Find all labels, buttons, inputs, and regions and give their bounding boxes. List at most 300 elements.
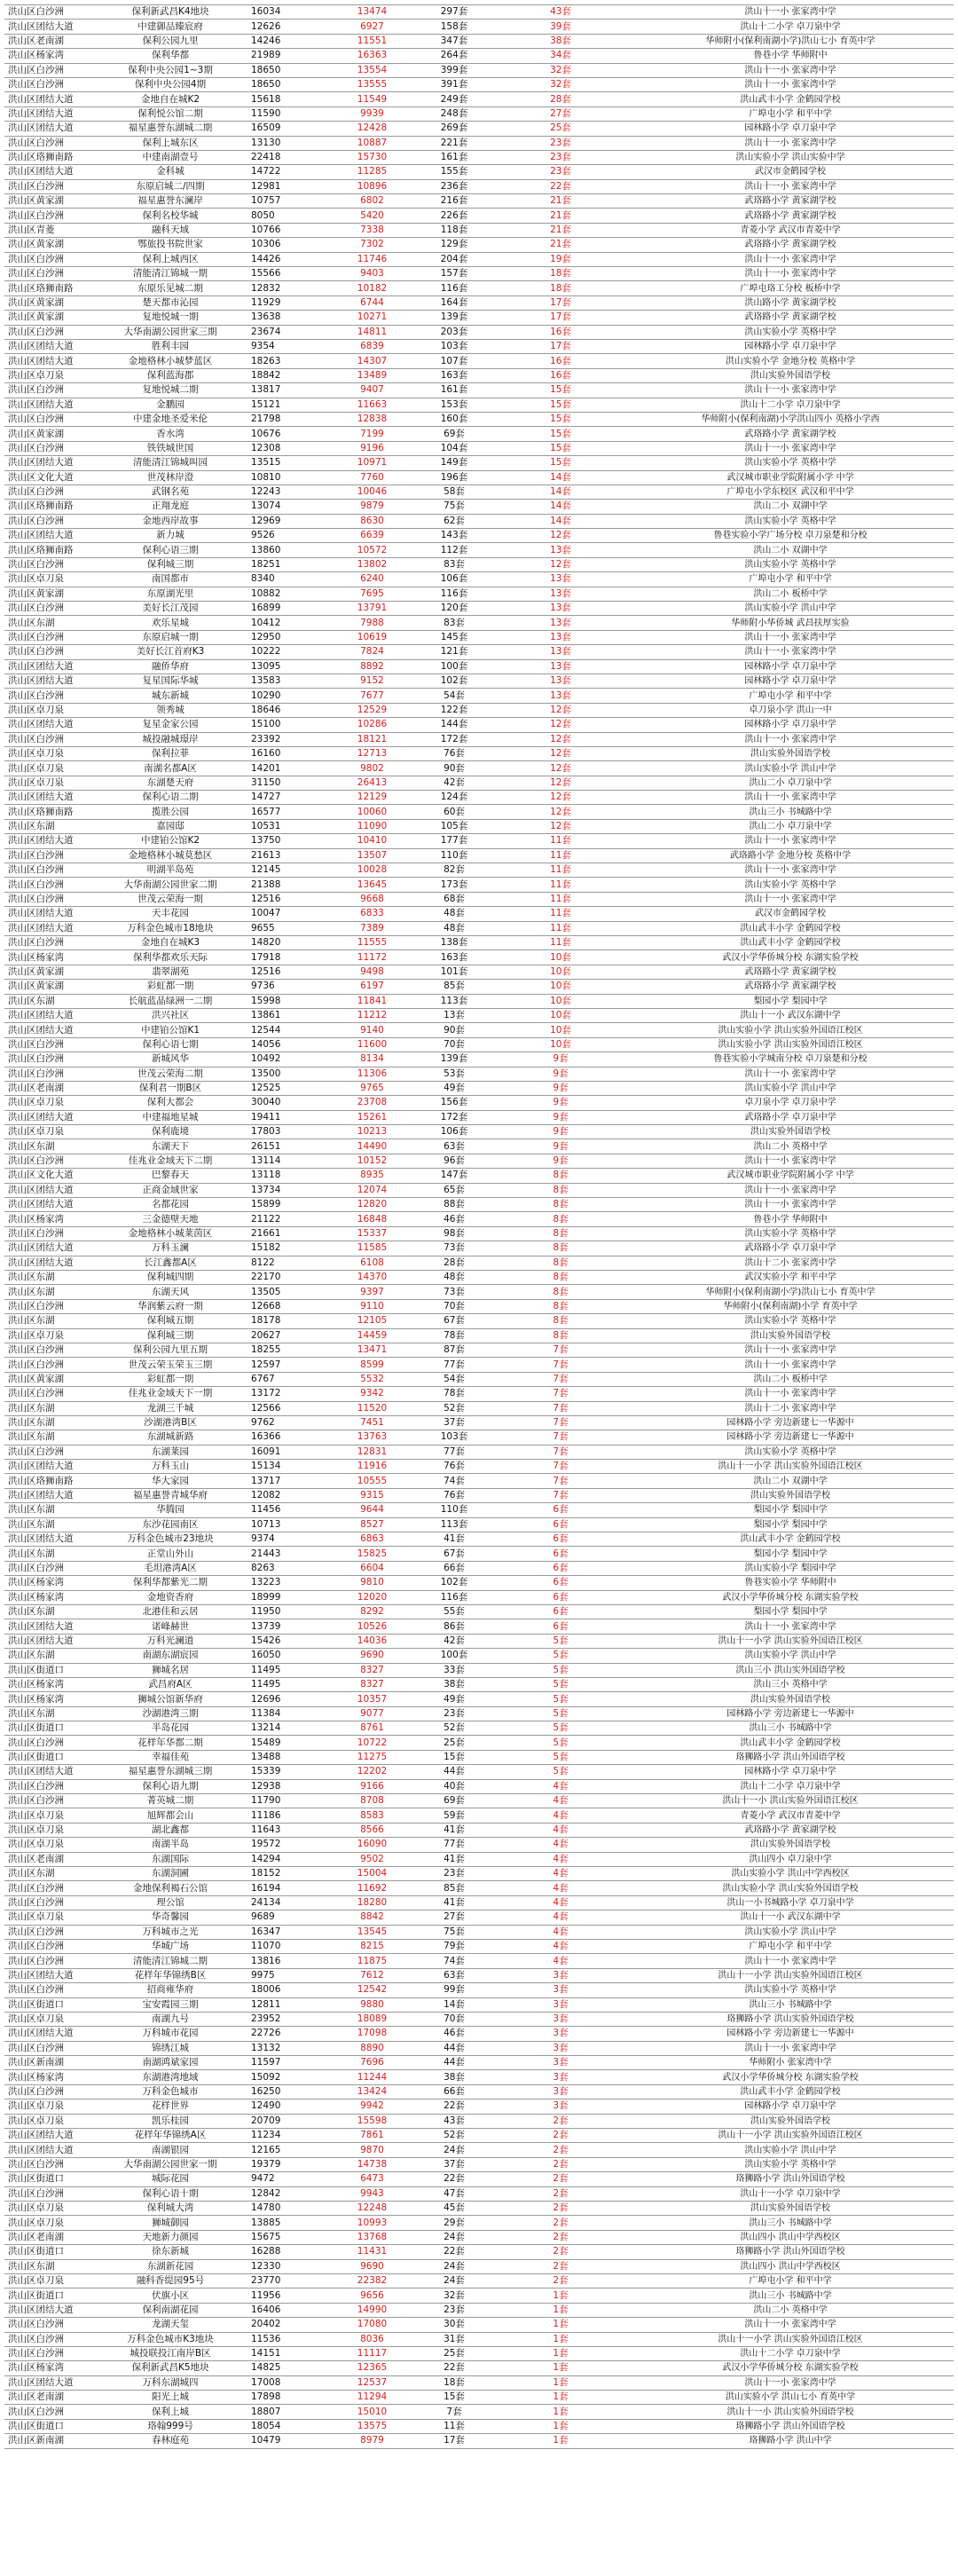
listing-price-cell: 18646	[246, 703, 330, 717]
district-cell: 洪山区黄家湖	[4, 965, 95, 979]
school-district-cell: 武珞路小学 黄家湖学校	[627, 1823, 954, 1837]
listing-price-cell: 14201	[246, 761, 330, 776]
district-cell: 洪山区东湖	[4, 1270, 95, 1284]
table-row	[4, 2129, 954, 2143]
listing-price-cell: 14426	[246, 252, 330, 266]
listing-price-cell: 14056	[246, 1037, 330, 1052]
table-row	[4, 1139, 954, 1154]
deal-price-cell: 8761	[330, 1721, 414, 1736]
district-cell: 洪山区白沙洲	[4, 63, 95, 77]
district-cell: 洪山区白沙洲	[4, 267, 95, 281]
school-district-cell: 洪山三小 书城路中学	[627, 2288, 954, 2303]
deal-count-cell: 3套	[494, 1997, 627, 2012]
listing-count-cell: 67套	[414, 1314, 494, 1328]
listing-count-cell: 47套	[414, 2186, 494, 2201]
community-cell: 中建金地圣爱米伦	[95, 412, 246, 426]
table-row	[4, 2361, 954, 2375]
school-district-cell: 洪山实验小学 洪山实验外国语学校	[627, 1881, 954, 1895]
table-row	[4, 122, 954, 136]
deal-price-cell: 15261	[330, 1110, 414, 1124]
deal-count-cell: 15套	[494, 441, 627, 455]
deal-price-cell: 10046	[330, 484, 414, 499]
school-district-cell: 洪山十一小 张家湾中学	[627, 2375, 954, 2390]
community-cell: 正商金域世家	[95, 1183, 246, 1197]
listing-price-cell: 14820	[246, 936, 330, 950]
deal-count-cell: 2套	[494, 2186, 627, 2201]
listing-count-cell: 49套	[414, 1692, 494, 1706]
school-district-cell: 武珞路小学 金地分校 英格中学	[627, 848, 954, 863]
table-row	[4, 1649, 954, 1663]
table-row	[4, 252, 954, 266]
school-district-cell: 洪山武丰小学 金鹤园学校	[627, 2084, 954, 2099]
deal-price-cell: 9802	[330, 761, 414, 776]
deal-count-cell: 12套	[494, 776, 627, 790]
community-cell: 东湖洞圃	[95, 1867, 246, 1881]
listing-price-cell: 15134	[246, 1460, 330, 1474]
listing-price-cell: 24134	[246, 1895, 330, 1910]
table-row	[4, 1270, 954, 1284]
district-cell: 洪山区黄家湖	[4, 295, 95, 310]
deal-count-cell: 17套	[494, 295, 627, 310]
deal-count-cell: 7套	[494, 1430, 627, 1445]
table-row	[4, 1590, 954, 1604]
school-district-cell: 武汉实验小学 和平中学	[627, 1270, 954, 1284]
community-cell: 万科城市之光	[95, 1925, 246, 1939]
district-cell: 洪山区团结大道	[4, 2129, 95, 2143]
listing-price-cell: 10757	[246, 194, 330, 209]
table-row	[4, 2114, 954, 2128]
listing-count-cell: 33套	[414, 1663, 494, 1677]
deal-count-cell: 23套	[494, 165, 627, 179]
school-district-cell: 武珞路小学 黄家湖学校	[627, 194, 954, 209]
table-row	[4, 529, 954, 543]
community-cell: 狮城御园	[95, 2216, 246, 2230]
school-district-cell: 武珞路小学 黄家湖学校	[627, 427, 954, 441]
district-cell: 洪山区东湖	[4, 616, 95, 630]
school-district-cell: 洪山实验小学 英格中学	[627, 1314, 954, 1328]
deal-price-cell: 10286	[330, 718, 414, 732]
school-district-cell: 珞狮路小学 洪山实验外国语学校	[627, 2012, 954, 2026]
school-district-cell: 洪山武丰小学 金鹤园学校	[627, 921, 954, 935]
district-cell: 洪山区白沙洲	[4, 1954, 95, 1968]
listing-count-cell: 22套	[414, 2245, 494, 2259]
deal-price-cell: 11306	[330, 1067, 414, 1081]
deal-count-cell: 15套	[494, 412, 627, 426]
listing-price-cell: 10479	[246, 2434, 330, 2448]
listing-price-cell: 9736	[246, 980, 330, 994]
district-cell: 洪山区东湖	[4, 1430, 95, 1445]
district-cell: 洪山区白沙洲	[4, 630, 95, 644]
deal-count-cell: 4套	[494, 1954, 627, 1968]
deal-count-cell: 21套	[494, 238, 627, 252]
listing-count-cell: 100套	[414, 659, 494, 674]
deal-price-cell: 9939	[330, 106, 414, 121]
deal-count-cell: 23套	[494, 150, 627, 164]
deal-price-cell: 13768	[330, 2230, 414, 2244]
deal-price-cell: 13791	[330, 602, 414, 616]
deal-price-cell: 8134	[330, 1052, 414, 1067]
listing-price-cell: 15675	[246, 2230, 330, 2244]
school-district-cell: 武珞路小学 黄家湖学校	[627, 980, 954, 994]
table-row	[4, 1779, 954, 1793]
deal-count-cell: 2套	[494, 2273, 627, 2288]
listing-count-cell: 156套	[414, 1096, 494, 1110]
listing-price-cell: 13816	[246, 1954, 330, 1968]
deal-price-cell: 7612	[330, 1968, 414, 1982]
deal-price-cell: 8327	[330, 1677, 414, 1691]
deal-count-cell: 1套	[494, 2361, 627, 2375]
listing-price-cell: 11536	[246, 2332, 330, 2346]
community-cell: 中建南湖壹号	[95, 150, 246, 164]
school-district-cell: 园林路小学 卓刀泉中学	[627, 674, 954, 688]
listing-count-cell: 38套	[414, 2070, 494, 2084]
school-district-cell: 园林路小学 旁边新建七一华源中	[627, 2027, 954, 2041]
school-district-cell: 卓刀泉小学 洪山一中	[627, 703, 954, 717]
listing-count-cell: 161套	[414, 150, 494, 164]
school-district-cell: 武珞路小学 黄家湖学校	[627, 238, 954, 252]
school-district-cell: 洪山十一小 张家湾中学	[627, 834, 954, 848]
listing-count-cell: 90套	[414, 1023, 494, 1037]
school-district-cell: 洪山十一小 张家湾中学	[627, 863, 954, 878]
table-row	[4, 1736, 954, 1750]
school-district-cell: 洪山十二小 张家湾中学	[627, 1401, 954, 1415]
listing-price-cell: 11950	[246, 1604, 330, 1619]
table-row	[4, 543, 954, 557]
community-cell: 龙湖天玺	[95, 2318, 246, 2332]
deal-price-cell: 13554	[330, 63, 414, 77]
listing-count-cell: 24套	[414, 2273, 494, 2288]
deal-price-cell: 8890	[330, 2041, 414, 2055]
listing-price-cell: 14246	[246, 34, 330, 48]
district-cell: 洪山区东湖	[4, 1867, 95, 1881]
deal-price-cell: 10152	[330, 1154, 414, 1168]
listing-count-cell: 75套	[414, 1925, 494, 1939]
school-district-cell: 鲁巷小学 华师附中	[627, 49, 954, 63]
deal-price-cell: 6108	[330, 1256, 414, 1270]
deal-price-cell: 10971	[330, 456, 414, 470]
district-cell: 洪山区白沙洲	[4, 1052, 95, 1067]
district-cell: 洪山区杨家湾	[4, 1692, 95, 1706]
deal-price-cell: 9315	[330, 1488, 414, 1502]
listing-price-cell: 11495	[246, 1677, 330, 1691]
deal-price-cell: 11692	[330, 1881, 414, 1895]
district-cell: 洪山区团结大道	[4, 2143, 95, 2157]
district-cell: 洪山区白沙洲	[4, 1037, 95, 1052]
listing-price-cell: 18999	[246, 1590, 330, 1604]
table-row	[4, 1067, 954, 1081]
listing-count-cell: 157套	[414, 267, 494, 281]
community-cell: 福星惠誉东澜岸	[95, 194, 246, 209]
table-row	[4, 92, 954, 106]
listing-price-cell: 10531	[246, 819, 330, 833]
table-row	[4, 412, 954, 426]
school-district-cell: 洪山四小 洪山中学西校区	[627, 2230, 954, 2244]
table-row	[4, 2157, 954, 2171]
district-cell: 洪山区团结大道	[4, 1532, 95, 1547]
deal-price-cell: 11294	[330, 2391, 414, 2405]
deal-price-cell: 8935	[330, 1169, 414, 1183]
listing-price-cell: 19411	[246, 1110, 330, 1124]
district-cell: 洪山区团结大道	[4, 718, 95, 732]
district-cell: 洪山区杨家湾	[4, 950, 95, 965]
community-cell: 胜利丰园	[95, 339, 246, 353]
deal-price-cell: 11916	[330, 1460, 414, 1474]
listing-count-cell: 76套	[414, 746, 494, 760]
table-row	[4, 1517, 954, 1532]
deal-price-cell: 7451	[330, 1415, 414, 1430]
community-cell: 华奇馨园	[95, 1910, 246, 1925]
table-row	[4, 950, 954, 965]
table-row	[4, 1634, 954, 1648]
community-cell: 金地资香府	[95, 1590, 246, 1604]
listing-price-cell: 18650	[246, 63, 330, 77]
district-cell: 洪山区街道口	[4, 2245, 95, 2259]
listing-price-cell: 20627	[246, 1328, 330, 1343]
listing-count-cell: 83套	[414, 557, 494, 571]
deal-count-cell: 15套	[494, 456, 627, 470]
listing-count-cell: 38套	[414, 1677, 494, 1691]
table-row	[4, 2419, 954, 2433]
school-district-cell: 青菱小学 武汉市青菱中学	[627, 223, 954, 237]
table-row	[4, 1663, 954, 1677]
deal-price-cell: 6473	[330, 2172, 414, 2186]
deal-count-cell: 8套	[494, 1314, 627, 1328]
listing-price-cell: 15100	[246, 718, 330, 732]
district-cell: 洪山区白沙洲	[4, 732, 95, 746]
school-district-cell: 洪山二小 双湖中学	[627, 1474, 954, 1488]
deal-count-cell: 3套	[494, 2012, 627, 2026]
deal-price-cell: 10887	[330, 136, 414, 150]
school-district-cell: 洪山三小 英格中学	[627, 1677, 954, 1691]
deal-count-cell: 2套	[494, 2129, 627, 2143]
deal-count-cell: 6套	[494, 1547, 627, 1561]
listing-count-cell: 145套	[414, 630, 494, 644]
listing-count-cell: 269套	[414, 122, 494, 136]
listing-price-cell: 15121	[246, 398, 330, 412]
table-row	[4, 1154, 954, 1168]
district-cell: 洪山区卓刀泉	[4, 1838, 95, 1852]
table-row	[4, 1198, 954, 1212]
school-district-cell: 华师附小华侨城 武昌扶厚实验	[627, 616, 954, 630]
listing-count-cell: 41套	[414, 1532, 494, 1547]
table-row	[4, 484, 954, 499]
school-district-cell: 洪山十一小 张家湾中学	[627, 383, 954, 398]
school-district-cell: 珞狮路小学 洪山外国语学校	[627, 1750, 954, 1764]
deal-count-cell: 27套	[494, 106, 627, 121]
community-cell: 正翔龙庭	[95, 500, 246, 514]
district-cell: 洪山区卓刀泉	[4, 1096, 95, 1110]
community-cell: 正堂山外山	[95, 1547, 246, 1561]
school-district-cell: 武汉小学华侨城分校 东湖实验学校	[627, 2070, 954, 2084]
listing-count-cell: 163套	[414, 368, 494, 382]
district-cell: 洪山区团结大道	[4, 1198, 95, 1212]
deal-count-cell: 5套	[494, 1765, 627, 1779]
listing-count-cell: 76套	[414, 1488, 494, 1502]
deal-price-cell: 18280	[330, 1895, 414, 1910]
listing-price-cell: 14722	[246, 165, 330, 179]
community-cell: 名都花园	[95, 1198, 246, 1212]
table-row	[4, 2041, 954, 2055]
district-cell: 洪山区珞狮南路	[4, 281, 95, 295]
table-row	[4, 1983, 954, 1997]
table-row	[4, 630, 954, 644]
school-district-cell: 洪山实验小学 英格中学	[627, 557, 954, 571]
community-cell: 鄂旅投书院世家	[95, 238, 246, 252]
listing-count-cell: 139套	[414, 311, 494, 325]
listing-price-cell: 10810	[246, 470, 330, 484]
deal-price-cell: 11244	[330, 2070, 414, 2084]
listing-count-cell: 85套	[414, 980, 494, 994]
district-cell: 洪山区老南湖	[4, 34, 95, 48]
deal-price-cell: 11431	[330, 2245, 414, 2259]
listing-count-cell: 62套	[414, 514, 494, 528]
community-cell: 保利大都会	[95, 1096, 246, 1110]
deal-count-cell: 2套	[494, 2201, 627, 2215]
listing-price-cell: 11186	[246, 1808, 330, 1823]
table-row	[4, 150, 954, 164]
deal-count-cell: 3套	[494, 2041, 627, 2055]
district-cell: 洪山区卓刀泉	[4, 776, 95, 790]
listing-price-cell: 18255	[246, 1343, 330, 1357]
deal-price-cell: 7338	[330, 223, 414, 237]
community-cell: 东原启城一期	[95, 630, 246, 644]
district-cell: 洪山区团结大道	[4, 529, 95, 543]
district-cell: 洪山区文化大道	[4, 470, 95, 484]
table-row	[4, 1619, 954, 1634]
listing-price-cell: 16034	[246, 5, 330, 20]
district-cell: 洪山区白沙洲	[4, 383, 95, 398]
community-cell: 华润紫云府一期	[95, 1299, 246, 1313]
school-district-cell: 洪山十一小 张家湾中学	[627, 2318, 954, 2332]
community-cell: 菁英城二期	[95, 1794, 246, 1808]
community-cell: 保利新武昌K5地块	[95, 2361, 246, 2375]
deal-price-cell: 10896	[330, 179, 414, 193]
listing-count-cell: 110套	[414, 848, 494, 863]
deal-count-cell: 1套	[494, 2332, 627, 2346]
table-row	[4, 1823, 954, 1837]
listing-count-cell: 399套	[414, 63, 494, 77]
listing-count-cell: 52套	[414, 2129, 494, 2143]
deal-price-cell: 8892	[330, 659, 414, 674]
table-row	[4, 281, 954, 295]
table-row	[4, 776, 954, 790]
listing-price-cell: 10412	[246, 616, 330, 630]
table-row	[4, 441, 954, 455]
listing-count-cell: 75套	[414, 500, 494, 514]
district-cell: 洪山区杨家湾	[4, 1677, 95, 1691]
listing-price-cell: 16250	[246, 2084, 330, 2099]
table-row	[4, 136, 954, 150]
school-district-cell: 洪山三小 洪山实外国语学校	[627, 1663, 954, 1677]
community-cell: 金地格林小城莱茵区	[95, 1226, 246, 1241]
community-cell: 中建福地星城	[95, 1110, 246, 1124]
community-cell: 南湖银园	[95, 2143, 246, 2157]
table-row	[4, 1212, 954, 1226]
deal-price-cell: 15004	[330, 1867, 414, 1881]
listing-price-cell: 16366	[246, 1430, 330, 1445]
community-cell: 金地西岸故事	[95, 514, 246, 528]
table-row	[4, 339, 954, 353]
listing-price-cell: 10713	[246, 1517, 330, 1532]
listing-price-cell: 11070	[246, 1939, 330, 1953]
deal-count-cell: 11套	[494, 848, 627, 863]
deal-count-cell: 9套	[494, 1110, 627, 1124]
community-cell: 城东新城	[95, 689, 246, 703]
table-row	[4, 2216, 954, 2230]
listing-price-cell: 26151	[246, 1139, 330, 1154]
deal-count-cell: 8套	[494, 1256, 627, 1270]
school-district-cell: 武汉小学华侨城分校 东湖实验学校	[627, 1590, 954, 1604]
table-row	[4, 1110, 954, 1124]
listing-price-cell: 14727	[246, 791, 330, 805]
school-district-cell: 华师附小(保利南湖)小学洪山四小 英格小学西	[627, 412, 954, 426]
school-district-cell: 洪山十一小 张家湾中学	[627, 732, 954, 746]
deal-count-cell: 12套	[494, 819, 627, 833]
school-district-cell: 洪山一小书城路小学 卓刀泉中学	[627, 1895, 954, 1910]
table-row	[4, 1183, 954, 1197]
district-cell: 洪山区杨家湾	[4, 2070, 95, 2084]
deal-price-cell: 6240	[330, 572, 414, 587]
deal-price-cell: 9690	[330, 2259, 414, 2273]
deal-count-cell: 11套	[494, 878, 627, 892]
school-district-cell: 武珞路小学 黄家湖学校	[627, 965, 954, 979]
district-cell: 洪山区团结大道	[4, 1968, 95, 1982]
community-cell: 东原湖光里	[95, 587, 246, 601]
deal-count-cell: 2套	[494, 2172, 627, 2186]
listing-count-cell: 30套	[414, 2318, 494, 2332]
table-row	[4, 223, 954, 237]
deal-price-cell: 18121	[330, 732, 414, 746]
community-cell: 东湖港湾地域	[95, 2070, 246, 2084]
deal-price-cell: 11600	[330, 1037, 414, 1052]
listing-count-cell: 58套	[414, 484, 494, 499]
school-district-cell: 洪山十一小 张家湾中学	[627, 77, 954, 91]
community-cell: 揽胜公园	[95, 805, 246, 819]
table-row	[4, 1910, 954, 1925]
community-cell: 保利华都欢乐天际	[95, 950, 246, 965]
community-cell: 保利悦公馆二期	[95, 106, 246, 121]
school-district-cell: 洪山十二小学 卓刀泉中学	[627, 398, 954, 412]
table-row	[4, 1328, 954, 1343]
community-cell: 福星惠誉东湖城二期	[95, 122, 246, 136]
listing-count-cell: 73套	[414, 1241, 494, 1256]
district-cell: 洪山区白沙洲	[4, 878, 95, 892]
table-row	[4, 20, 954, 34]
listing-count-cell: 297套	[414, 5, 494, 20]
listing-price-cell: 18152	[246, 1867, 330, 1881]
school-district-cell: 鲁巷实验小学 华师附中	[627, 1576, 954, 1590]
table-row	[4, 2405, 954, 2419]
deal-price-cell: 10526	[330, 1619, 414, 1634]
school-district-cell: 广埠屯小学 和平中学	[627, 106, 954, 121]
table-row	[4, 703, 954, 717]
community-cell: 沙湖港湾B区	[95, 1415, 246, 1430]
district-cell: 洪山区团结大道	[4, 456, 95, 470]
deal-price-cell: 10555	[330, 1474, 414, 1488]
table-row	[4, 1808, 954, 1823]
school-district-cell: 梨园小学 梨园中学	[627, 1604, 954, 1619]
deal-price-cell: 7988	[330, 616, 414, 630]
listing-price-cell: 16406	[246, 2303, 330, 2317]
listing-price-cell: 12950	[246, 630, 330, 644]
district-cell: 洪山区东湖	[4, 994, 95, 1008]
listing-count-cell: 63套	[414, 1139, 494, 1154]
community-cell: 花样年华锦绣A区	[95, 2129, 246, 2143]
deal-count-cell: 13套	[494, 689, 627, 703]
deal-count-cell: 1套	[494, 2405, 627, 2419]
table-row	[4, 689, 954, 703]
deal-count-cell: 21套	[494, 194, 627, 209]
